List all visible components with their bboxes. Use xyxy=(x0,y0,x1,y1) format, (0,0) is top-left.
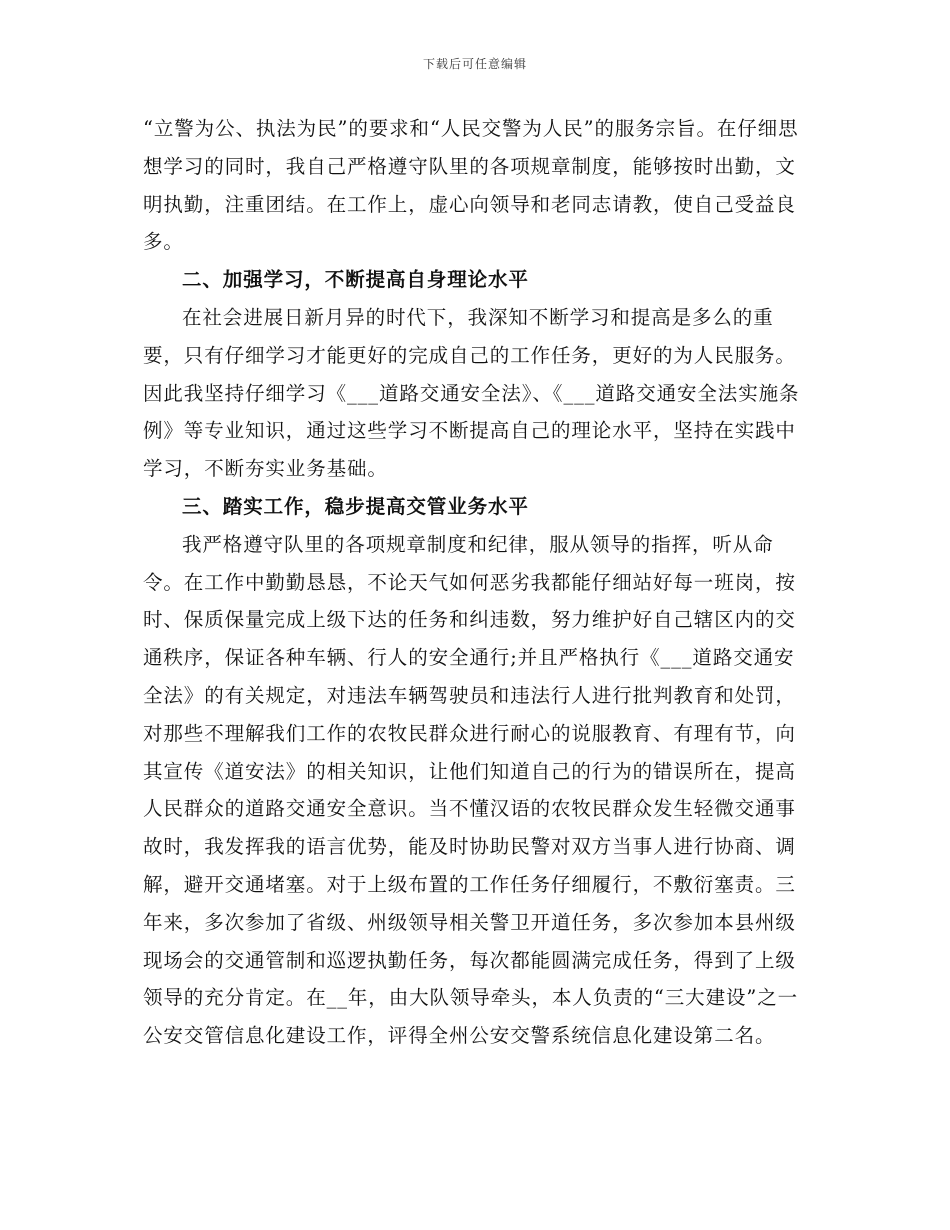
page-header: 下载后可任意编辑 xyxy=(422,57,527,71)
paragraph-2: 在社会进展日新月异的时代下，我深知不断学习和提高是多么的重要，只有仔细学习才能更好的完成自己的工作任务，更好的为人民服务。因此我坚持仔细学习《___道路交通安全法》、《___道路交通安全法实施条例》等专业知识，通过这些学习不断提高自己的理论水平，坚持在实践中学习，不断夯实业务基础。 xyxy=(143,305,800,481)
section-heading-3: 三、踏实工作，稳步提高交管业务水平 xyxy=(182,494,529,518)
section-heading-2: 二、加强学习，不断提高自身理论水平 xyxy=(182,268,529,292)
paragraph-1: “立警为公、执法为民”的要求和“人民交警为人民”的服务宗旨。在仔细思想学习的同时，我自己严格遵守队里的各项规章制度，能够按时出勤，文明执勤，注重团结。在工作上，虚心向领导和老同志请教，使自己受益良多。 xyxy=(143,117,799,254)
document-body xyxy=(143,110,807,1055)
paragraph-3: 我严格遵守队里的各项规章制度和纪律，服从领导的指挥，听从命令。在工作中勤勤恳恳，不论天气如何恶劣我都能仔细站好每一班岗，按时、保质保量完成上级下达的任务和纠违数，努力维护好自己辖区内的交通秩序，保证各种车辆、行人的安全通行;并且严格执行《___道路交通安全法》的有关规定，对违法车辆驾驶员和违法行人进行批判教育和处罚，对那些不理解我们工作的农牧民群众进行耐心的说服教育、有理有节，向其宣传《道安法》的相关知识，让他们知道自己的行为的错误所在，提高人民群众的道路交通安全意识。当不懂汉语的农牧民群众发生轻微交通事故时，我发挥我的语言优势，能及时协助民警对双方当事人进行协商、调解，避开交通堵塞。对于上级布置的工作任务仔细履行，不敷衍塞责。三年来，多次参加了省级、州级领导相关警卫开道任务，多次参加本县州级现场会的交通管制和巡逻执勤任务，每次都能圆满完成任务，得到了上级领导的充分肯定。在__年，由大队领导牵头，本人负责的“三大建设”之一公安交管信息化建设工作，评得全州公安交警系统信息化建设第二名。 xyxy=(143,532,799,1048)
